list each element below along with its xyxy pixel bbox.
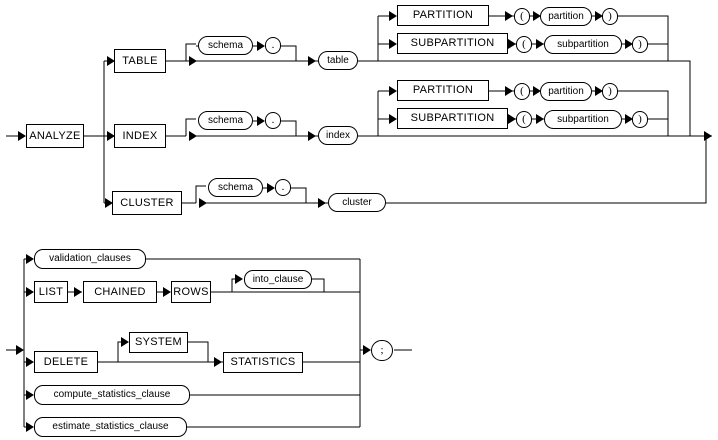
node-schema-2: [198, 111, 253, 130]
node-cluster: [112, 191, 182, 215]
node-rparen-4-label: ): [638, 113, 642, 125]
node-dot-2: [265, 112, 281, 129]
node-lparen-2: [516, 36, 532, 53]
node-index-name-label: index: [326, 129, 350, 141]
node-lparen-3: [514, 83, 530, 100]
node-rparen-1: [602, 8, 618, 25]
node-schema-2-label: schema: [207, 114, 243, 126]
node-estimate-statistics-clause-label: estimate_statistics_clause: [52, 421, 169, 432]
node-list: [34, 281, 68, 303]
node-rparen-3: [602, 83, 618, 100]
node-index: [114, 124, 166, 148]
node-partition-name-1: [540, 7, 592, 26]
node-system: [129, 332, 188, 353]
node-system-label: SYSTEM: [134, 336, 183, 348]
node-validation-clauses-label: validation_clauses: [49, 253, 131, 264]
node-cluster-label: CLUSTER: [120, 196, 174, 209]
node-cluster-name-label: cluster: [342, 196, 372, 208]
node-partition-name-2-label: partition: [548, 85, 584, 97]
node-partition-name-1-label: partition: [548, 10, 584, 22]
node-compute-statistics-clause-label: compute_statistics_clause: [53, 389, 171, 400]
node-list-label: LIST: [38, 285, 64, 298]
node-schema-3-label: schema: [217, 181, 253, 193]
node-analyze: [26, 124, 84, 148]
node-index-name: [318, 126, 358, 145]
node-statistics-label: STATISTICS: [230, 356, 296, 368]
node-subpartition-name-1-label: subpartition: [557, 38, 609, 50]
node-subpartition-name-1: [544, 35, 622, 54]
node-schema-3: [208, 178, 263, 197]
node-subpartition-2-label: SUBPARTITION: [410, 112, 495, 124]
node-subpartition-1: [397, 33, 508, 54]
node-index-label: INDEX: [122, 129, 158, 142]
node-dot-3: [275, 179, 291, 196]
node-chained: [83, 281, 157, 303]
node-partition-2-label: PARTITION: [412, 84, 474, 96]
node-dot-1-label: .: [271, 39, 275, 51]
node-compute-statistics-clause: [34, 385, 190, 405]
node-lparen-3-label: (: [520, 85, 524, 97]
node-rparen-1-label: ): [608, 10, 612, 22]
node-table-label: TABLE: [122, 54, 158, 67]
node-into-clause: [244, 270, 312, 289]
node-table: [114, 49, 166, 73]
node-statistics: [223, 352, 303, 373]
node-rows-label: ROWS: [173, 285, 209, 298]
node-rparen-3-label: ): [608, 85, 612, 97]
node-table-name: [318, 51, 358, 70]
node-partition-name-2: [540, 82, 592, 101]
node-rows: [171, 281, 211, 303]
node-subpartition-name-2-label: subpartition: [557, 113, 609, 125]
node-partition-2: [397, 80, 489, 101]
node-into-clause-label: into_clause: [252, 273, 304, 285]
node-lparen-1-label: (: [520, 10, 524, 22]
node-rparen-2: [632, 36, 648, 53]
node-partition-1: [397, 5, 489, 26]
node-schema-1-label: schema: [207, 39, 243, 51]
node-delete: [34, 351, 98, 373]
node-delete-label: DELETE: [43, 355, 89, 368]
node-subpartition-2: [397, 108, 508, 129]
node-schema-1: [198, 36, 253, 55]
node-subpartition-name-2: [544, 110, 622, 129]
node-analyze-label: ANALYZE: [29, 129, 81, 142]
node-cluster-name: [328, 193, 386, 212]
node-rparen-2-label: ): [638, 38, 642, 50]
node-semicolon: [371, 340, 393, 361]
node-lparen-2-label: (: [522, 38, 526, 50]
node-dot-1: [265, 37, 281, 54]
node-table-name-label: table: [327, 54, 349, 66]
node-semicolon-label: ;: [380, 344, 384, 356]
node-estimate-statistics-clause: [34, 417, 187, 437]
node-lparen-4: [516, 111, 532, 128]
node-dot-2-label: .: [271, 114, 275, 126]
node-validation-clauses: [34, 249, 146, 269]
node-partition-1-label: PARTITION: [412, 9, 474, 21]
node-rparen-4: [632, 111, 648, 128]
node-dot-3-label: .: [281, 181, 285, 193]
node-lparen-4-label: (: [522, 113, 526, 125]
node-chained-label: CHAINED: [94, 285, 146, 298]
node-lparen-1: [514, 8, 530, 25]
node-subpartition-1-label: SUBPARTITION: [410, 37, 495, 49]
